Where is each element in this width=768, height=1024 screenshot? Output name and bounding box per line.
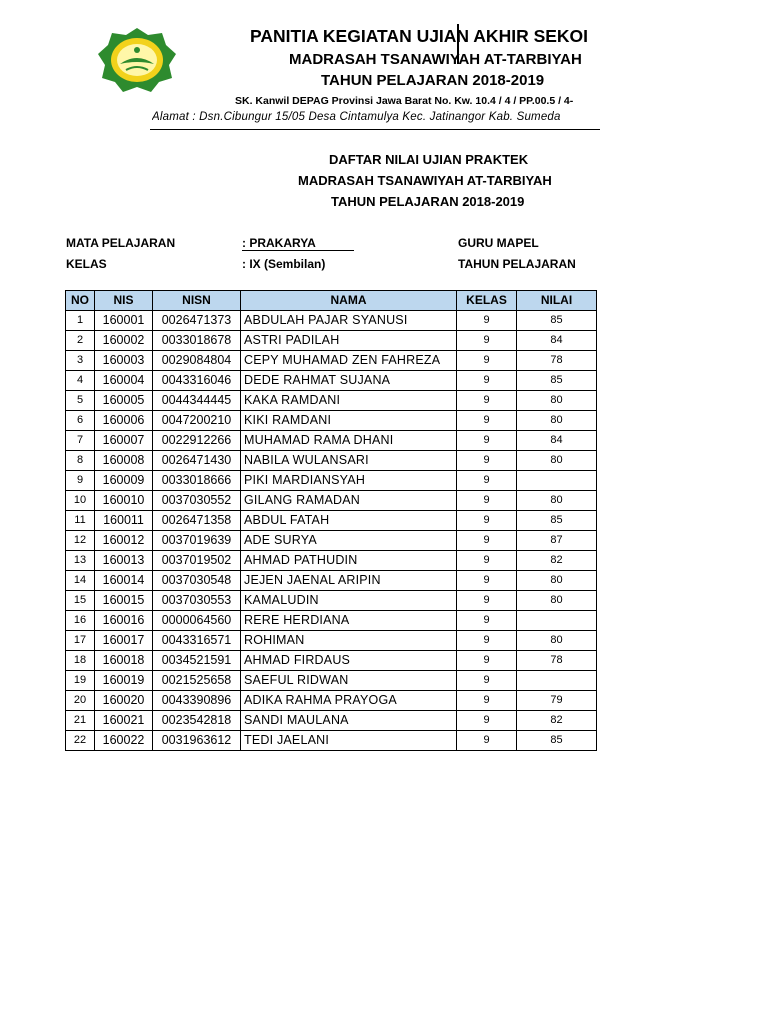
table-row — [66, 371, 597, 391]
cell-nis: 160018 — [95, 651, 153, 671]
cell-nis: 160016 — [95, 611, 153, 631]
cell-kelas: 9 — [457, 391, 517, 411]
cell-nilai: 85 — [517, 511, 597, 531]
cell-nama: ABDULAH PAJAR SYANUSI — [241, 311, 457, 331]
cell-nisn: 0021525658 — [153, 671, 241, 691]
cell-nis: 160006 — [95, 411, 153, 431]
cell-no: 16 — [66, 611, 95, 631]
doc-title-line-3: TAHUN PELAJARAN 2018-2019 — [331, 194, 525, 209]
cell-nis: 160020 — [95, 691, 153, 711]
table-row — [66, 571, 597, 591]
table-row — [66, 591, 597, 611]
cell-nama: ADE SURYA — [241, 531, 457, 551]
cell-nilai: 80 — [517, 631, 597, 651]
cell-kelas: 9 — [457, 511, 517, 531]
table-row — [66, 651, 597, 671]
class-label: KELAS — [66, 257, 107, 271]
cell-nama: TEDI JAELANI — [241, 731, 457, 751]
cell-kelas: 9 — [457, 611, 517, 631]
cell-nama: ADIKA RAHMA PRAYOGA — [241, 691, 457, 711]
cell-no: 2 — [66, 331, 95, 351]
cell-nis: 160009 — [95, 471, 153, 491]
cell-nis: 160008 — [95, 451, 153, 471]
cell-nilai: 78 — [517, 351, 597, 371]
cell-nilai: 85 — [517, 731, 597, 751]
cell-kelas: 9 — [457, 351, 517, 371]
letterhead-line-1: PANITIA KEGIATAN UJIAN AKHIR SEKOI — [250, 26, 589, 46]
cell-nis: 160015 — [95, 591, 153, 611]
cell-nis: 160011 — [95, 511, 153, 531]
cell-no: 9 — [66, 471, 95, 491]
cell-kelas: 9 — [457, 411, 517, 431]
cell-nilai — [517, 671, 597, 691]
cell-kelas: 9 — [457, 451, 517, 471]
cell-nilai — [517, 611, 597, 631]
cell-nama: NABILA WULANSARI — [241, 451, 457, 471]
cell-nilai: 80 — [517, 451, 597, 471]
letterhead-line-2: MADRASAH TSANAWIYAH AT-TARBIYAH — [289, 51, 582, 68]
table-row — [66, 691, 597, 711]
cell-nilai: 80 — [517, 391, 597, 411]
cell-nilai: 85 — [517, 371, 597, 391]
cell-nisn: 0037030552 — [153, 491, 241, 511]
class-value: : IX (Sembilan) — [242, 257, 326, 271]
table-header-row — [66, 291, 597, 311]
table-row — [66, 351, 597, 371]
cell-nisn: 0043316046 — [153, 371, 241, 391]
cell-nilai: 80 — [517, 571, 597, 591]
cell-nilai: 80 — [517, 591, 597, 611]
letterhead-line-3: TAHUN PELAJARAN 2018-2019 — [321, 72, 545, 89]
cell-nama: JEJEN JAENAL ARIPIN — [241, 571, 457, 591]
cell-kelas: 9 — [457, 571, 517, 591]
cell-nisn: 0033018666 — [153, 471, 241, 491]
cell-nis: 160002 — [95, 331, 153, 351]
cell-nisn: 0047200210 — [153, 411, 241, 431]
cell-nisn: 0022912266 — [153, 431, 241, 451]
cell-nis: 160007 — [95, 431, 153, 451]
cell-nilai: 80 — [517, 491, 597, 511]
cell-kelas: 9 — [457, 311, 517, 331]
cell-nisn: 0037019639 — [153, 531, 241, 551]
table-row — [66, 551, 597, 571]
cell-no: 13 — [66, 551, 95, 571]
cell-kelas: 9 — [457, 711, 517, 731]
cell-nisn: 0026471430 — [153, 451, 241, 471]
col-header-nama: NAMA — [241, 291, 457, 311]
cell-nilai: 85 — [517, 311, 597, 331]
cell-no: 15 — [66, 591, 95, 611]
year-label: TAHUN PELAJARAN — [458, 257, 576, 271]
letterhead-decree: SK. Kanwil DEPAG Provinsi Jawa Barat No. Kw. 10.4 / 4 / PP.00.5 / 4- — [235, 95, 574, 107]
cell-no: 5 — [66, 391, 95, 411]
cell-no: 8 — [66, 451, 95, 471]
cell-no: 7 — [66, 431, 95, 451]
doc-title-line-2: MADRASAH TSANAWIYAH AT-TARBIYAH — [298, 173, 552, 188]
cell-no: 11 — [66, 511, 95, 531]
cell-nis: 160010 — [95, 491, 153, 511]
cell-no: 21 — [66, 711, 95, 731]
col-header-nilai: NILAI — [517, 291, 597, 311]
letterhead-address: Alamat : Dsn.Cibungur 15/05 Desa Cintamulya Kec. Jatinangor Kab. Sumeda — [152, 111, 561, 123]
grades-table — [65, 290, 597, 751]
cell-kelas: 9 — [457, 591, 517, 611]
cell-nis: 160013 — [95, 551, 153, 571]
table-row — [66, 711, 597, 731]
cell-no: 17 — [66, 631, 95, 651]
cell-nis: 160021 — [95, 711, 153, 731]
table-row — [66, 431, 597, 451]
cell-kelas: 9 — [457, 551, 517, 571]
doc-title-line-1: DAFTAR NILAI UJIAN PRAKTEK — [329, 152, 529, 167]
cell-nilai: 82 — [517, 711, 597, 731]
cell-nis: 160022 — [95, 731, 153, 751]
letterhead-rule — [150, 129, 600, 130]
cell-nisn: 0037019502 — [153, 551, 241, 571]
cell-nisn: 0000064560 — [153, 611, 241, 631]
cell-nama: ROHIMAN — [241, 631, 457, 651]
cell-nama: AHMAD FIRDAUS — [241, 651, 457, 671]
cell-nisn: 0043316571 — [153, 631, 241, 651]
cell-nis: 160019 — [95, 671, 153, 691]
table-row — [66, 631, 597, 651]
cell-nisn: 0033018678 — [153, 331, 241, 351]
cell-no: 1 — [66, 311, 95, 331]
cell-no: 20 — [66, 691, 95, 711]
cell-nis: 160014 — [95, 571, 153, 591]
cell-nilai: 80 — [517, 411, 597, 431]
table-row — [66, 731, 597, 751]
table-row — [66, 531, 597, 551]
cell-kelas: 9 — [457, 431, 517, 451]
cell-no: 19 — [66, 671, 95, 691]
cell-nis: 160012 — [95, 531, 153, 551]
table-row — [66, 311, 597, 331]
cell-nisn: 0029084804 — [153, 351, 241, 371]
cell-nama: ASTRI PADILAH — [241, 331, 457, 351]
cell-kelas: 9 — [457, 691, 517, 711]
table-body — [66, 311, 597, 751]
cell-kelas: 9 — [457, 531, 517, 551]
cell-nama: RERE HERDIANA — [241, 611, 457, 631]
cell-kelas: 9 — [457, 651, 517, 671]
table-row — [66, 611, 597, 631]
cell-nilai: 78 — [517, 651, 597, 671]
subject-label: MATA PELAJARAN — [66, 236, 176, 250]
cell-nis: 160017 — [95, 631, 153, 651]
cell-nilai: 87 — [517, 531, 597, 551]
cell-no: 12 — [66, 531, 95, 551]
table-row — [66, 491, 597, 511]
cell-nilai: 79 — [517, 691, 597, 711]
cell-nisn: 0044344445 — [153, 391, 241, 411]
cell-nilai: 84 — [517, 331, 597, 351]
cell-nisn: 0031963612 — [153, 731, 241, 751]
cell-no: 14 — [66, 571, 95, 591]
cell-nisn: 0023542818 — [153, 711, 241, 731]
cell-nama: AHMAD PATHUDIN — [241, 551, 457, 571]
table-row — [66, 471, 597, 491]
cell-kelas: 9 — [457, 371, 517, 391]
cell-nis: 160003 — [95, 351, 153, 371]
table-row — [66, 391, 597, 411]
table-row — [66, 411, 597, 431]
cell-kelas: 9 — [457, 631, 517, 651]
cell-nisn: 0026471358 — [153, 511, 241, 531]
cell-nisn: 0037030548 — [153, 571, 241, 591]
cell-nilai: 84 — [517, 431, 597, 451]
cell-kelas: 9 — [457, 471, 517, 491]
cell-kelas: 9 — [457, 491, 517, 511]
col-header-nis: NIS — [95, 291, 153, 311]
table-row — [66, 451, 597, 471]
cell-kelas: 9 — [457, 671, 517, 691]
cell-nama: SAEFUL RIDWAN — [241, 671, 457, 691]
col-header-no: NO — [66, 291, 95, 311]
cell-no: 10 — [66, 491, 95, 511]
cell-nis: 160005 — [95, 391, 153, 411]
cell-nis: 160004 — [95, 371, 153, 391]
cell-nama: ABDUL FATAH — [241, 511, 457, 531]
subject-value: : PRAKARYA — [242, 236, 354, 251]
cell-nilai: 82 — [517, 551, 597, 571]
madrasah-emblem-icon — [96, 26, 178, 94]
cell-no: 3 — [66, 351, 95, 371]
cell-nama: KAKA RAMDANI — [241, 391, 457, 411]
cell-nis: 160001 — [95, 311, 153, 331]
cell-kelas: 9 — [457, 331, 517, 351]
cell-nisn: 0026471373 — [153, 311, 241, 331]
table-row — [66, 511, 597, 531]
cell-no: 22 — [66, 731, 95, 751]
cell-no: 18 — [66, 651, 95, 671]
cell-nama: KIKI RAMDANI — [241, 411, 457, 431]
col-header-nisn: NISN — [153, 291, 241, 311]
cell-nama: CEPY MUHAMAD ZEN FAHREZA — [241, 351, 457, 371]
cell-nama: DEDE RAHMAT SUJANA — [241, 371, 457, 391]
cell-nisn: 0037030553 — [153, 591, 241, 611]
cell-nama: KAMALUDIN — [241, 591, 457, 611]
col-header-kelas: KELAS — [457, 291, 517, 311]
cell-nilai — [517, 471, 597, 491]
cell-nama: GILANG RAMADAN — [241, 491, 457, 511]
cell-nisn: 0034521591 — [153, 651, 241, 671]
cell-nama: MUHAMAD RAMA DHANI — [241, 431, 457, 451]
table-row — [66, 671, 597, 691]
cell-nisn: 0043390896 — [153, 691, 241, 711]
table-row — [66, 331, 597, 351]
cell-nama: SANDI MAULANA — [241, 711, 457, 731]
teacher-label: GURU MAPEL — [458, 236, 539, 250]
cell-nama: PIKI MARDIANSYAH — [241, 471, 457, 491]
cell-kelas: 9 — [457, 731, 517, 751]
cell-no: 6 — [66, 411, 95, 431]
cell-no: 4 — [66, 371, 95, 391]
